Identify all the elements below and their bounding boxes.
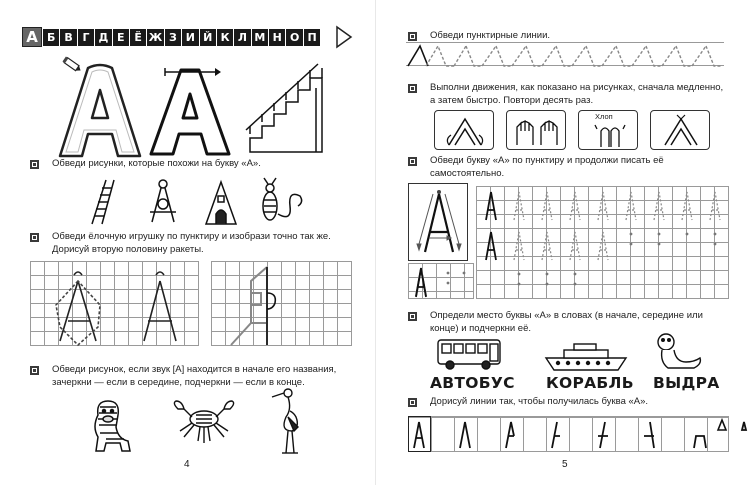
- alphabet-letter: Б: [43, 29, 59, 46]
- zigzag-dashed-pattern: [406, 40, 726, 68]
- task-complete-letter-a: Дорисуй линии так, чтобы получилась буква «А».: [430, 396, 649, 407]
- letter-a-sample-box: [408, 183, 468, 261]
- alphabet-letter: Г: [78, 29, 94, 46]
- alphabet-letter: К: [217, 29, 233, 46]
- hand-gesture-card-2: [506, 110, 566, 150]
- task-bullet: [30, 366, 39, 375]
- task-trace-dashed-lines: Обведи пунктирные линии.: [430, 30, 551, 41]
- task-bullet: [408, 398, 417, 407]
- page-number: 5: [562, 459, 568, 470]
- letter-a-row3-start: [408, 263, 474, 299]
- alphabet-letter: М: [252, 29, 268, 46]
- alphabet-arrow-icon: [337, 25, 353, 49]
- complete-a-drawings: [408, 416, 730, 452]
- word-ship: КОРАБЛЬ: [546, 374, 634, 392]
- hand-gesture-card-4: [650, 110, 710, 150]
- tent-letter-a-drawing: [145, 62, 235, 158]
- word-bus: АВТОБУС: [430, 374, 515, 392]
- letter-a-practice-rows: [476, 186, 730, 300]
- alphabet-letter: И: [182, 29, 198, 46]
- crayfish-icon: [170, 399, 238, 445]
- task-bullet: [408, 157, 417, 166]
- stork-icon: [270, 387, 304, 457]
- compass-icon: [146, 178, 180, 226]
- alphabet-letter: Ё: [130, 29, 146, 46]
- task-bullet: [30, 160, 39, 169]
- otter-icon: [654, 332, 704, 372]
- ornament-drawing: [30, 261, 200, 347]
- task-bullet: [408, 84, 417, 93]
- alphabet-letter: З: [165, 29, 181, 46]
- staircase-drawing: [240, 58, 335, 158]
- rocket-half-drawing: [211, 261, 353, 347]
- complete-a-last: [716, 416, 730, 436]
- zebra-icon: [84, 397, 140, 455]
- hands-triangle-icon: [445, 115, 485, 147]
- hand-gesture-card-3: [578, 110, 638, 150]
- task-bullet: [30, 233, 39, 242]
- sample-letter-a-with-arrows: [413, 188, 465, 258]
- alphabet-letter: Л: [234, 29, 250, 46]
- task-similar-to-a: Обведи рисунки, которые похожи на букву «А».: [52, 158, 261, 169]
- alphabet-letter: А: [22, 27, 42, 47]
- bus-icon: [436, 336, 504, 370]
- tent-house-icon: [204, 180, 238, 226]
- alphabet-strip: [22, 27, 321, 47]
- right-page: [375, 0, 750, 485]
- open-palms-icon: [513, 117, 561, 147]
- alphabet-letter: Д: [95, 29, 111, 46]
- task-bullet: [408, 312, 417, 321]
- ship-icon: [544, 342, 628, 372]
- hand-gesture-card-1: [434, 110, 494, 150]
- task-trace-letter-a: Обведи букву «А» по пунктиру и продолжи писать её самостоятельно.: [430, 155, 664, 179]
- clap-label: Хлоп: [595, 112, 613, 121]
- alphabet-letter: В: [60, 29, 76, 46]
- task-trace-ornament: Обведи ёлочную игрушку по пунктиру и изобрази точно так же. Дорисуй вторую половину ракеты.: [52, 231, 331, 255]
- clapping-hands-icon: [595, 123, 625, 149]
- hands-triangle-icon: [661, 115, 701, 147]
- beetle-icon: [258, 176, 306, 226]
- task-find-letter-in-words: Определи место буквы «А» в словах (в начале, середине или конце) и подчеркни её.: [430, 310, 703, 334]
- alphabet-letter: П: [304, 29, 320, 46]
- task-sound-a-position: Обведи рисунок, если звук [А] находится в начале его названия, зачеркни — если в середине, подчеркни — если в конце.: [52, 364, 337, 388]
- alphabet-letter: Е: [113, 29, 129, 46]
- outline-letter-a-drawing: [52, 60, 148, 160]
- alphabet-letter: О: [286, 29, 302, 46]
- ladder-icon: [88, 178, 120, 226]
- alphabet-letter: Й: [200, 29, 216, 46]
- alphabet-letter: Ж: [148, 30, 163, 44]
- word-otter: ВЫДРА: [653, 374, 720, 392]
- alphabet-letter: Н: [269, 29, 285, 46]
- task-hand-movements: Выполни движения, как показано на рисунках, сначала медленно, а затем быстро. Повтори десять раз.: [430, 82, 724, 106]
- page-number: 4: [184, 459, 190, 470]
